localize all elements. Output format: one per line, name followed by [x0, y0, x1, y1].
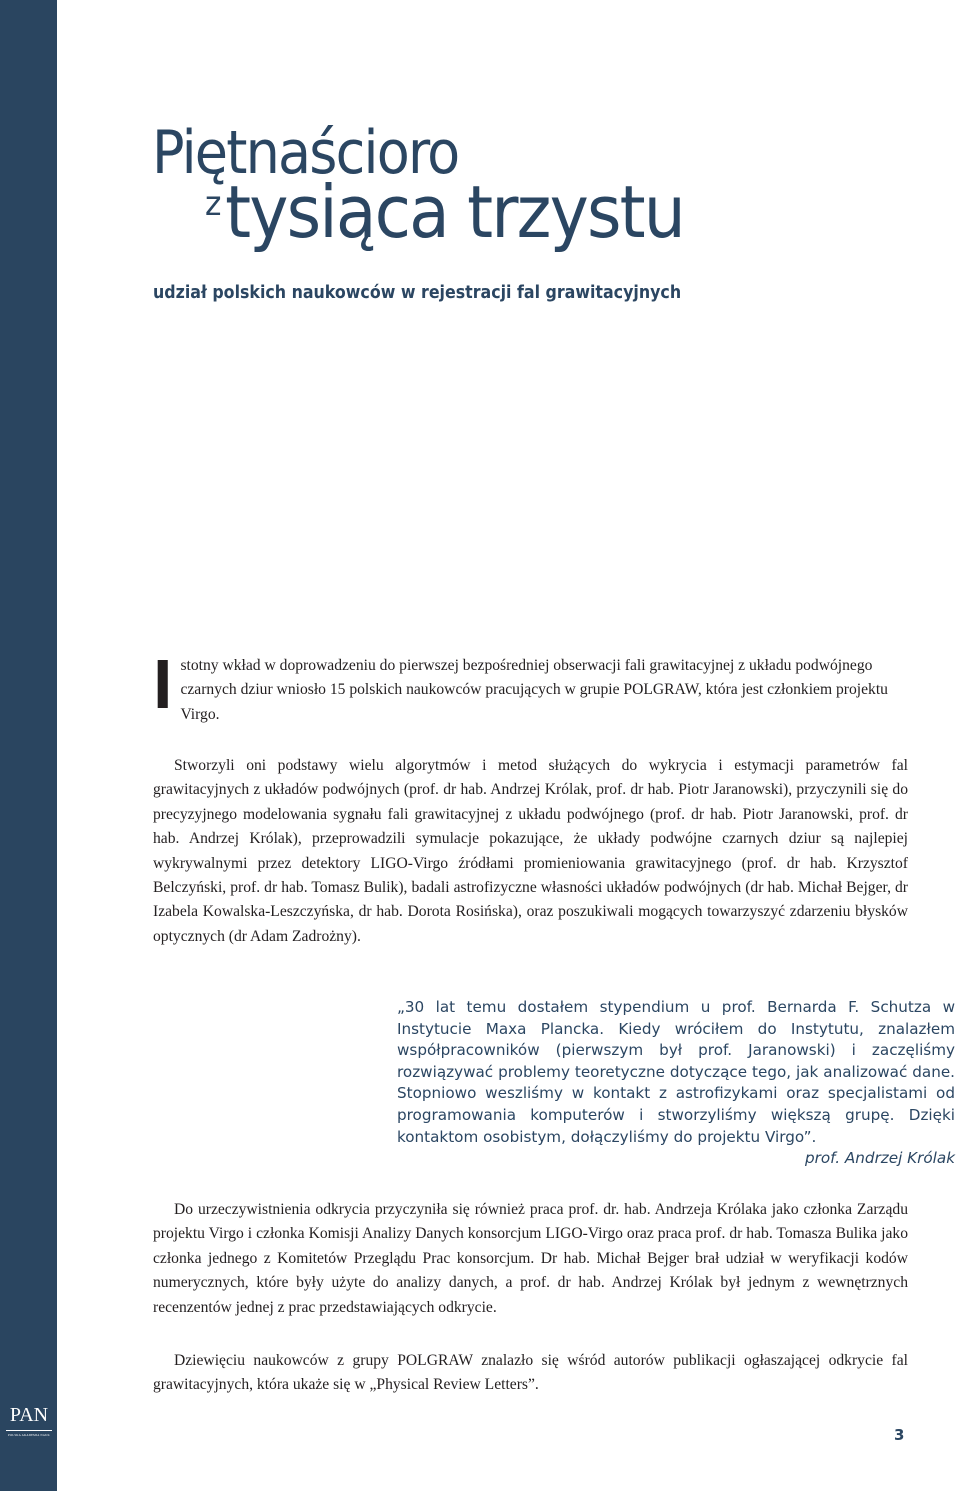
- title-line-2: [205, 170, 684, 254]
- paragraph-contributions: [153, 754, 908, 949]
- paragraph-authors-text: Dziewięciu naukowców z grupy POLGRAW znalazło się wśród autorów publikacji ogłaszającej odkrycie fal grawitacyjnych, która ukaże się w „Physical Review Letters”.: [153, 1352, 908, 1394]
- logo-text: PAN: [9, 1404, 49, 1426]
- subtitle: udział polskich naukowców w rejestracji fal grawitacyjnych: [153, 282, 682, 303]
- quote-block: [397, 997, 955, 1170]
- page-number: 3: [894, 1426, 905, 1444]
- paragraph-contributions-text: Stworzyli oni podstawy wielu algorytmów i metod służących do wykrycia i estymacji parametrów fal grawitacyjnych z układów podwójnych (prof. dr hab. Andrzej Królak, prof. dr hab. Piotr Jaranowski), przyczynili się do precyzyjnego modelowania sygnału fali grawitacyjnej z układu podwójnego (prof. dr hab. Piotr Jaranowski, prof. dr hab. Andrzej Królak), przeprowadzili symulacje pokazujące, że układy podwójne czarnych dziur są najlepiej wykrywalnymi przez detektory LIGO-Virgo źródłami promieniowania grawitacyjnego (prof. dr hab. Krzysztof Belczyński, prof. dr hab. Tomasz Bulik), badali astrofizyczne własności układów podwójnych (dr hab. Michał Bejger, dr Izabela Kowalska-Leszczyńska, dr hab. Dorota Rosińska), oraz poszukiwali mogących towarzyszyć zdarzeniu błysków optycznych (dr Adam Zadrożny).: [153, 757, 908, 945]
- paragraph-organization: [153, 1198, 908, 1320]
- sidebar-band: [0, 0, 57, 1491]
- title-line-2-text: tysiąca trzystu: [225, 170, 684, 254]
- pan-logo: [6, 1404, 52, 1444]
- logo-subtext: POLSKA AKADEMIA NAUK: [6, 1430, 52, 1437]
- dropcap: I: [153, 645, 173, 723]
- intro-paragraph: [153, 645, 908, 727]
- paragraph-organization-text: Do urzeczywistnienia odkrycia przyczyniła się również praca prof. dr. hab. Andrzeja Królaka jako członka Zarządu projektu Virgo i członka Komisji Analizy Danych konsorcjum LIGO-Virgo oraz praca prof. dr hab. Tomasza Bulika jako członka jednego z Komitetów Przeglądu Prac konsorcjum. Dr hab. Michał Bejger brał udział w weryfikacji kodów numerycznych, które były użyte do analizy danych, a prof. dr hab. Andrzej Królak był jednym z wewnętrznych recenzentów jednej z prac przedstawiających odkrycie.: [153, 1201, 908, 1316]
- paragraph-authors: [153, 1349, 908, 1398]
- title-line-2-prefix: z: [205, 184, 220, 224]
- title-line-1: Piętnaścioro: [152, 118, 459, 188]
- intro-text: stotny wkład w doprowadzeniu do pierwszej bezpośredniej obserwacji fali grawitacyjnej z układu podwójnego czarnych dziur wniosło 15 polskich naukowców pracujących w grupie POLGRAW, która jest członkiem projektu Virgo.: [180, 657, 888, 723]
- quote-text: „30 lat temu dostałem stypendium u prof. Bernarda F. Schutza w Instytucie Maxa Plancka. Kiedy wróciłem do Instytutu, znalazłem współpracowników (pierwszym był prof. Jaranowski) i zaczęliśmy rozwiązywać problemy teoretyczne dotyczące tego, jak analizować dane. Stopniowo weszliśmy w kontakt z astrofizykami oraz specjalistami od programowania komputerów i stworzyliśmy większą grupę. Dzięki kontaktom osobistym, dołączyliśmy do projektu Virgo”.: [397, 998, 955, 1146]
- quote-author: prof. Andrzej Królak: [805, 1149, 955, 1168]
